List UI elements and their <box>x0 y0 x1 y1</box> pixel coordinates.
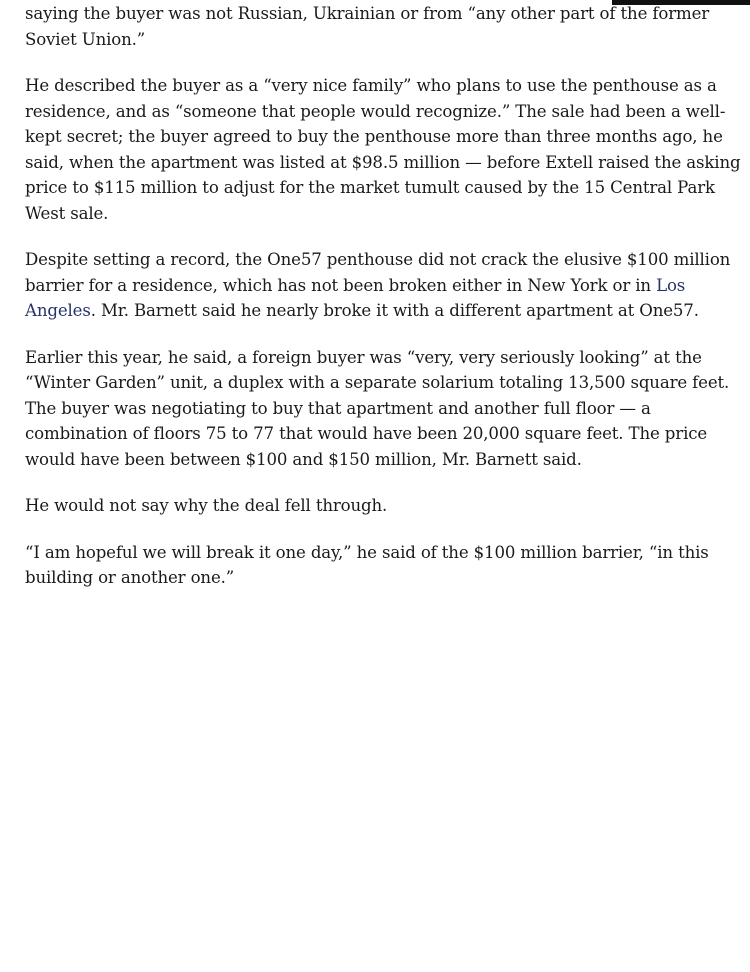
paragraph-3-text-after: . Mr. Barnett said he nearly broke it with a different apartment at One57. <box>90 301 699 320</box>
paragraph-3 <box>25 247 747 324</box>
paragraph-5: He would not say why the deal fell through. <box>25 496 388 515</box>
paragraph-3-text-before: Despite setting a record, the One57 penthouse did not crack the elusive $100 million barrier for a residence, which has not been broken either in New York or in <box>25 250 731 295</box>
article-body <box>25 0 747 612</box>
paragraph-2: He described the buyer as a “very nice family” who plans to use the penthouse as a residence, and as “someone that people would recognize.” The sale had been a well-kept secret; the buyer agreed to buy the penthouse more than three months ago, he said, when the apartment was listed at $98.5 million — before Extell raised the asking price to $115 million to adjust for the market tumult caused by the 15 Central Park West sale. <box>25 76 741 223</box>
paragraph-1: saying the buyer was not Russian, Ukrainian or from “any other part of the former Soviet Union.” <box>25 4 710 49</box>
los-angeles-link[interactable]: Los Angeles <box>25 275 686 320</box>
paragraph-6: “I am hopeful we will break it one day,” he said of the $100 million barrier, “in this building or another one.” <box>25 542 709 587</box>
paragraph-4: Earlier this year, he said, a foreign buyer was “very, very seriously looking” at the “Winter Garden” unit, a duplex with a separate solarium totaling 13,500 square feet. The buyer was negotiating to buy that apartment and another full floor — a combination of floors 75 to 77 that would have been 20,000 square feet. The price would have been between $100 and $150 million, Mr. Barnett said. <box>25 347 730 469</box>
